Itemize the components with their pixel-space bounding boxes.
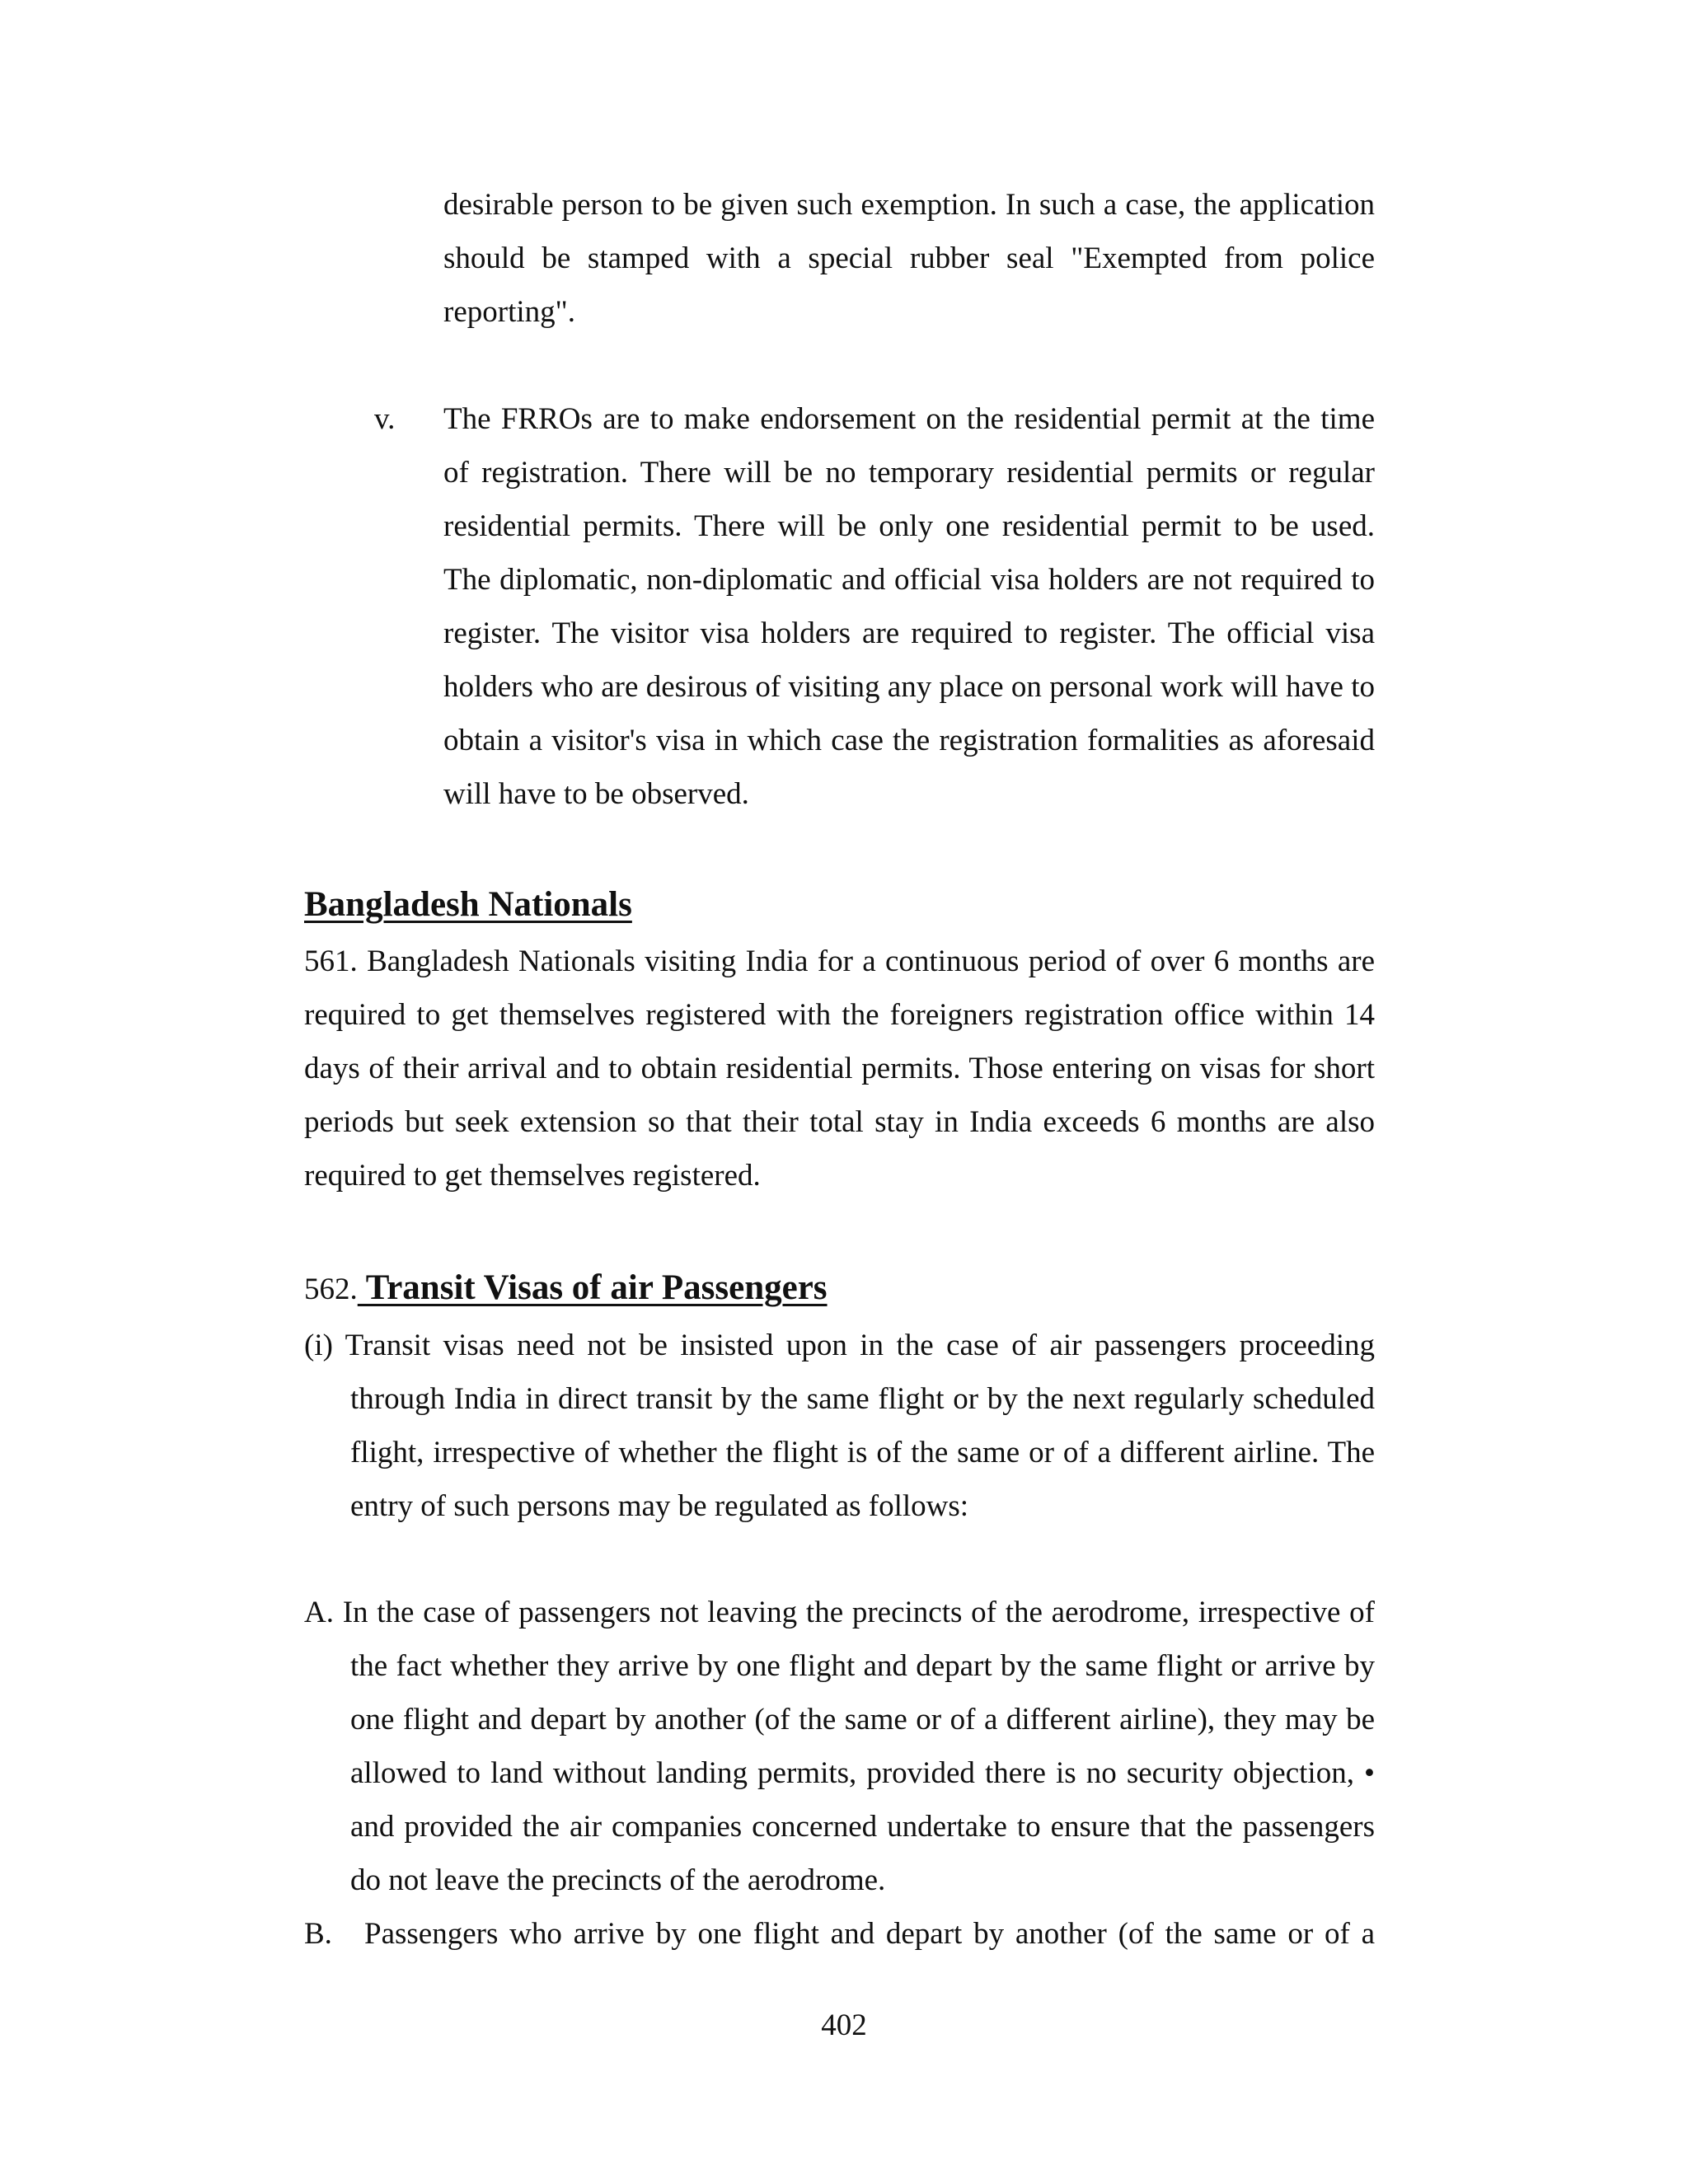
continuation-paragraph: desirable person to be given such exemption. In such a case, the application should be stamped with a special rubber seal "Exempted from police reporting". bbox=[443, 188, 1375, 329]
section-heading-bangladesh-nationals: Bangladesh Nationals bbox=[304, 885, 632, 924]
section-heading-transit-visas: Transit Visas of air Passengers bbox=[357, 1268, 828, 1307]
paragraph-562-b: Passengers who arrive by one flight and depart by another (of the same or of a bbox=[364, 1917, 1375, 1951]
paragraph-561: 561. Bangladesh Nationals visiting India for a continuous period of over 6 months are required to get themselves registered with the foreigners registration office within 14 days of their arrival and to obtain residential permits. Those entering on visas for short periods but seek extension so that their total stay in India exceeds 6 months are also required to get themselves registered. bbox=[304, 944, 1375, 1193]
paragraph-562-i: (i) Transit visas need not be insisted upon in the case of air passengers proceeding through India in direct transit by the same flight or by the next regularly scheduled flight, irrespective of whether the flight is of the same or of a different airline. The entry of such persons may be regulated as follows: bbox=[304, 1329, 1375, 1523]
paragraph-562-a: A. In the case of passengers not leaving the precincts of the aerodrome, irrespective of the fact whether they arrive by one flight and depart by the same flight or arrive by one flight and depart by another (of the same or of a different airline), they may be allowed to land without landing permits, provided there is no security objection, • and provided the air companies concerned undertake to ensure that the passengers do not leave the precincts of the aerodrome. bbox=[304, 1596, 1375, 1897]
list-marker-v: v. bbox=[374, 402, 396, 436]
list-marker-b: B. bbox=[304, 1917, 332, 1951]
section-number-562: 562. bbox=[304, 1272, 358, 1306]
list-item-v-text: The FRROs are to make endorsement on the residential permit at the time of registration. There will be no temporary residential permits or regular residential permits. There will be only one residential permit to be used. The diplomatic, non-diplomatic and official visa holders are not required to register. The visitor visa holders are required to register. The official visa holders who are desirous of visiting any place on personal work will have to obtain a visitor's visa in which case the registration formalities as aforesaid will have to be observed. bbox=[443, 402, 1375, 811]
page-number: 402 bbox=[821, 2008, 867, 2042]
section-heading-562 bbox=[304, 1263, 828, 1315]
